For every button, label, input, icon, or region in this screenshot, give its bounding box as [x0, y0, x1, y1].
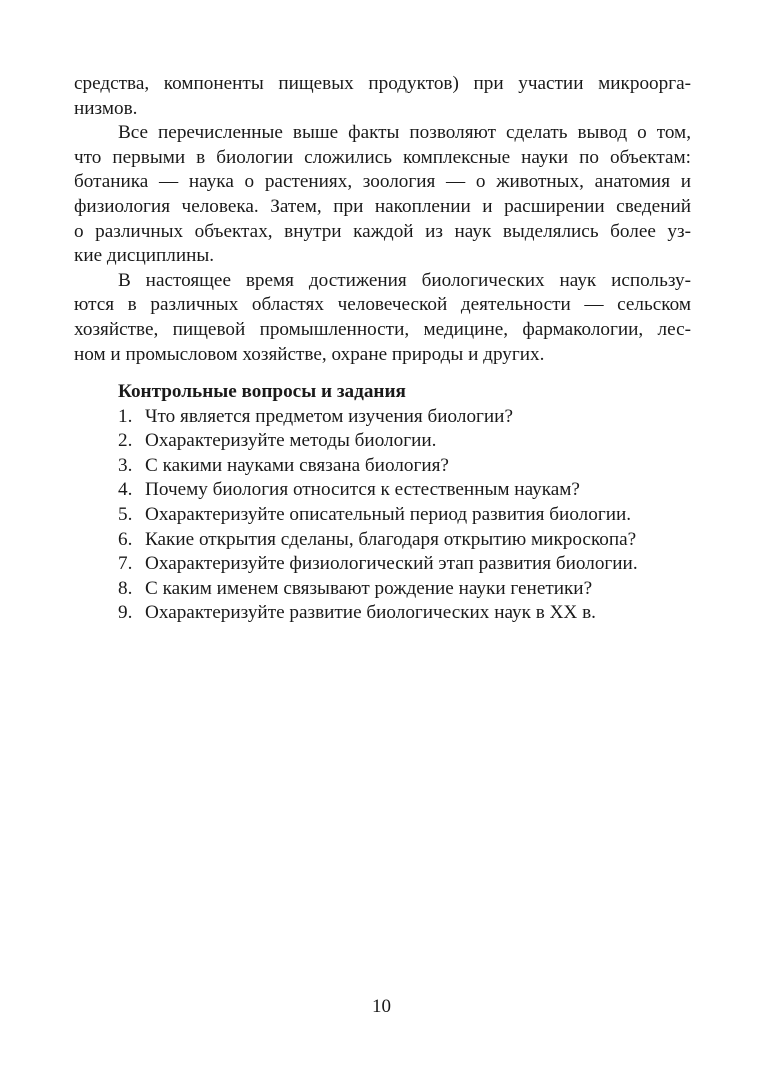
- item-text: С какими науками связана биология?: [145, 454, 449, 476]
- text-line: Все перечисленные выше факты позволяют сделать вывод о том,: [118, 122, 691, 144]
- review-questions-section: [118, 380, 698, 626]
- list-item: [118, 552, 698, 577]
- questions-list: [118, 405, 698, 626]
- item-number: 3.: [118, 454, 133, 476]
- item-text: Почему биология относится к естественным наукам?: [145, 479, 580, 501]
- item-text: Какие открытия сделаны, благодаря открытию микроскопа?: [145, 528, 637, 550]
- body-text: [74, 72, 691, 367]
- item-text: Что является предметом изучения биологии?: [145, 405, 513, 427]
- item-number: 4.: [118, 479, 133, 501]
- page-number: 10: [372, 996, 391, 1017]
- text-line: В настоящее время достижения биологических наук использу-: [118, 269, 691, 291]
- text-line: средства, компоненты пищевых продуктов) при участии микроорга-: [74, 73, 691, 94]
- text-line: что первыми в биологии сложились комплексные науки по объектам:: [74, 146, 691, 168]
- item-number: 6.: [118, 528, 133, 550]
- text-line: о различных объектах, внутри каждой из наук выделялись более уз-: [74, 220, 691, 242]
- paragraph-3: [74, 269, 691, 367]
- paragraph-2: [74, 121, 691, 269]
- section-heading: Контрольные вопросы и задания: [118, 381, 406, 402]
- list-item: [118, 405, 698, 430]
- text-line: низмов.: [74, 97, 138, 119]
- list-item: [118, 601, 698, 626]
- item-number: 5.: [118, 503, 133, 525]
- item-text: Охарактеризуйте физиологический этап развития биологии.: [145, 553, 638, 575]
- paragraph-1: [74, 72, 691, 121]
- item-number: 9.: [118, 602, 133, 624]
- text-line: физиология человека. Затем, при накоплении и расширении сведений: [74, 195, 691, 217]
- item-text: С каким именем связывают рождение науки генетики?: [145, 577, 593, 599]
- list-item: [118, 577, 698, 602]
- item-text: Охарактеризуйте развитие биологических наук в XX в.: [145, 602, 596, 624]
- text-line: кие дисциплины.: [74, 245, 215, 267]
- list-item: [118, 528, 698, 553]
- item-number: 7.: [118, 553, 133, 575]
- list-item: [118, 478, 698, 503]
- item-number: 8.: [118, 577, 133, 599]
- list-item: [118, 503, 698, 528]
- list-item: [118, 429, 698, 454]
- item-number: 2.: [118, 430, 133, 452]
- item-text: Охарактеризуйте описательный период развития биологии.: [145, 503, 632, 525]
- text-line: ботаника — наука о растениях, зоология — о животных, анатомия и: [74, 171, 691, 193]
- item-text: Охарактеризуйте методы биологии.: [145, 430, 437, 452]
- list-item: [118, 454, 698, 479]
- text-line: ном и промысловом хозяйстве, охране природы и других.: [74, 343, 545, 365]
- item-number: 1.: [118, 405, 133, 427]
- text-line: хозяйстве, пищевой промышленности, медицине, фармакологии, лес-: [74, 318, 691, 340]
- text-line: ются в различных областях человеческой деятельности — сельском: [74, 294, 691, 316]
